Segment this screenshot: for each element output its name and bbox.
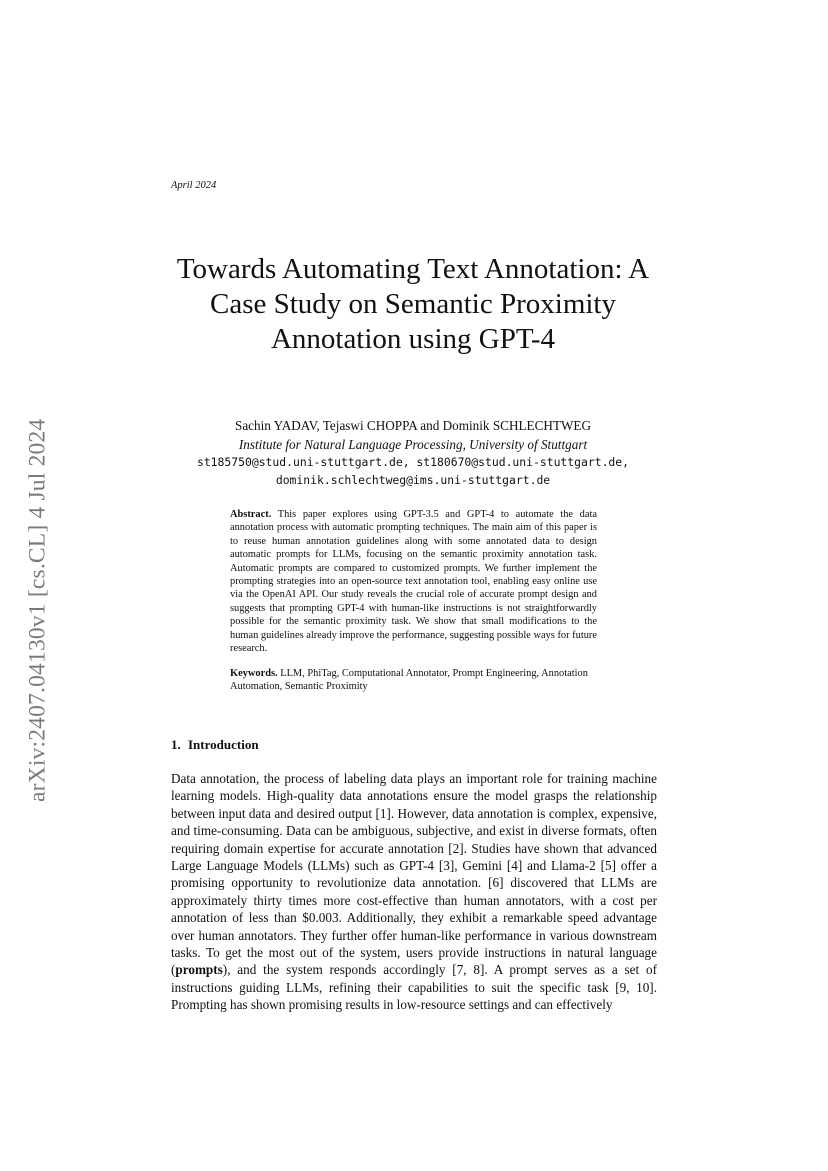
intro-text-2: ), and the system responds accordingly [7, 8]. A prompt serves as a set of instructions guiding LLMs, refining their capabilities to suit the specific task [9, 10]. Prompting has shown promising results in low-resource settings and can effectively [171,962,657,1013]
abstract-label: Abstract. [230,509,272,520]
email-line: dominik.schlechtweg@ims.uni-stuttgart.de [275,472,551,487]
arxiv-identifier: arXiv:2407.04130v1 [cs.CL] 4 Jul 2024 [24,418,51,802]
keywords-label: Keywords. [230,668,278,679]
author-emails [150,454,676,489]
email-line: st185750@stud.uni-stuttgart.de, st180670@stud.uni-stuttgart.de, [196,455,630,469]
keywords [230,667,602,694]
intro-bold-term: prompts [175,962,223,978]
intro-text-1: Data annotation, the process of labeling data plays an important role for training machine learning models. High-quality data annotations ensure the model grasps the relationship between input data and desired output [1]. However, data annotation is complex, expensive, and time-consuming. Data can be ambiguous, subjective, and exist in diverse formats, often requiring domain expertise for accurate annotation [2]. Studies have shown that advanced Large Language Models (LLMs) such as GPT-4 [3], Gemini [4] and Llama-2 [5] offer a promising opportunity to revolutionize data annotation. [6] discovered that LLMs are approximately thirty times more cost-effective than human annotators, with a cost per annotation of less than $0.003. Additionally, they exhibit a remarkable speed advantage over human annotators. They further offer human-like performance in various downstream tasks. To get the most out of the system, users provide instructions in natural language ( [171,771,657,978]
abstract-text: This paper explores using GPT-3.5 and GPT-4 to automate the data annotation process with automatic prompting techniques. The main aim of this paper is to reuse human annotation guidelines along with some annotated data to design automatic prompts for LLMs, focusing on the semantic proximity annotation task. Automatic prompts are compared to customized prompts. We further implement the prompting strategies into an open-source text annotation tool, enabling easy online use via the OpenAI API. Our study reveals the crucial role of accurate prompt design and suggests that prompting GPT-4 with human-like instructions is not straightforwardly possible for the semantic proximity task. We show that small modifications to the human guidelines already improve the performance, suggesting possible ways for future research. [230,509,597,655]
intro-paragraph [171,770,657,1014]
section-title: Introduction [188,737,259,752]
paper-title: Towards Automating Text Annotation: A Case Study on Semantic Proximity Annotation using GPT-4 [176,253,650,355]
publication-date: April 2024 [171,180,217,191]
section-heading [171,737,263,753]
affiliation: Institute for Natural Language Processing, University of Stuttgart [238,437,588,452]
authors: Sachin YADAV, Tejaswi CHOPPA and Dominik SCHLECHTWEG [234,418,591,433]
section-number: 1. [171,737,181,752]
keywords-text: LLM, PhiTag, Computational Annotator, Prompt Engineering, Annotation Automation, Semantic Proximity [230,668,588,693]
abstract [230,508,597,655]
